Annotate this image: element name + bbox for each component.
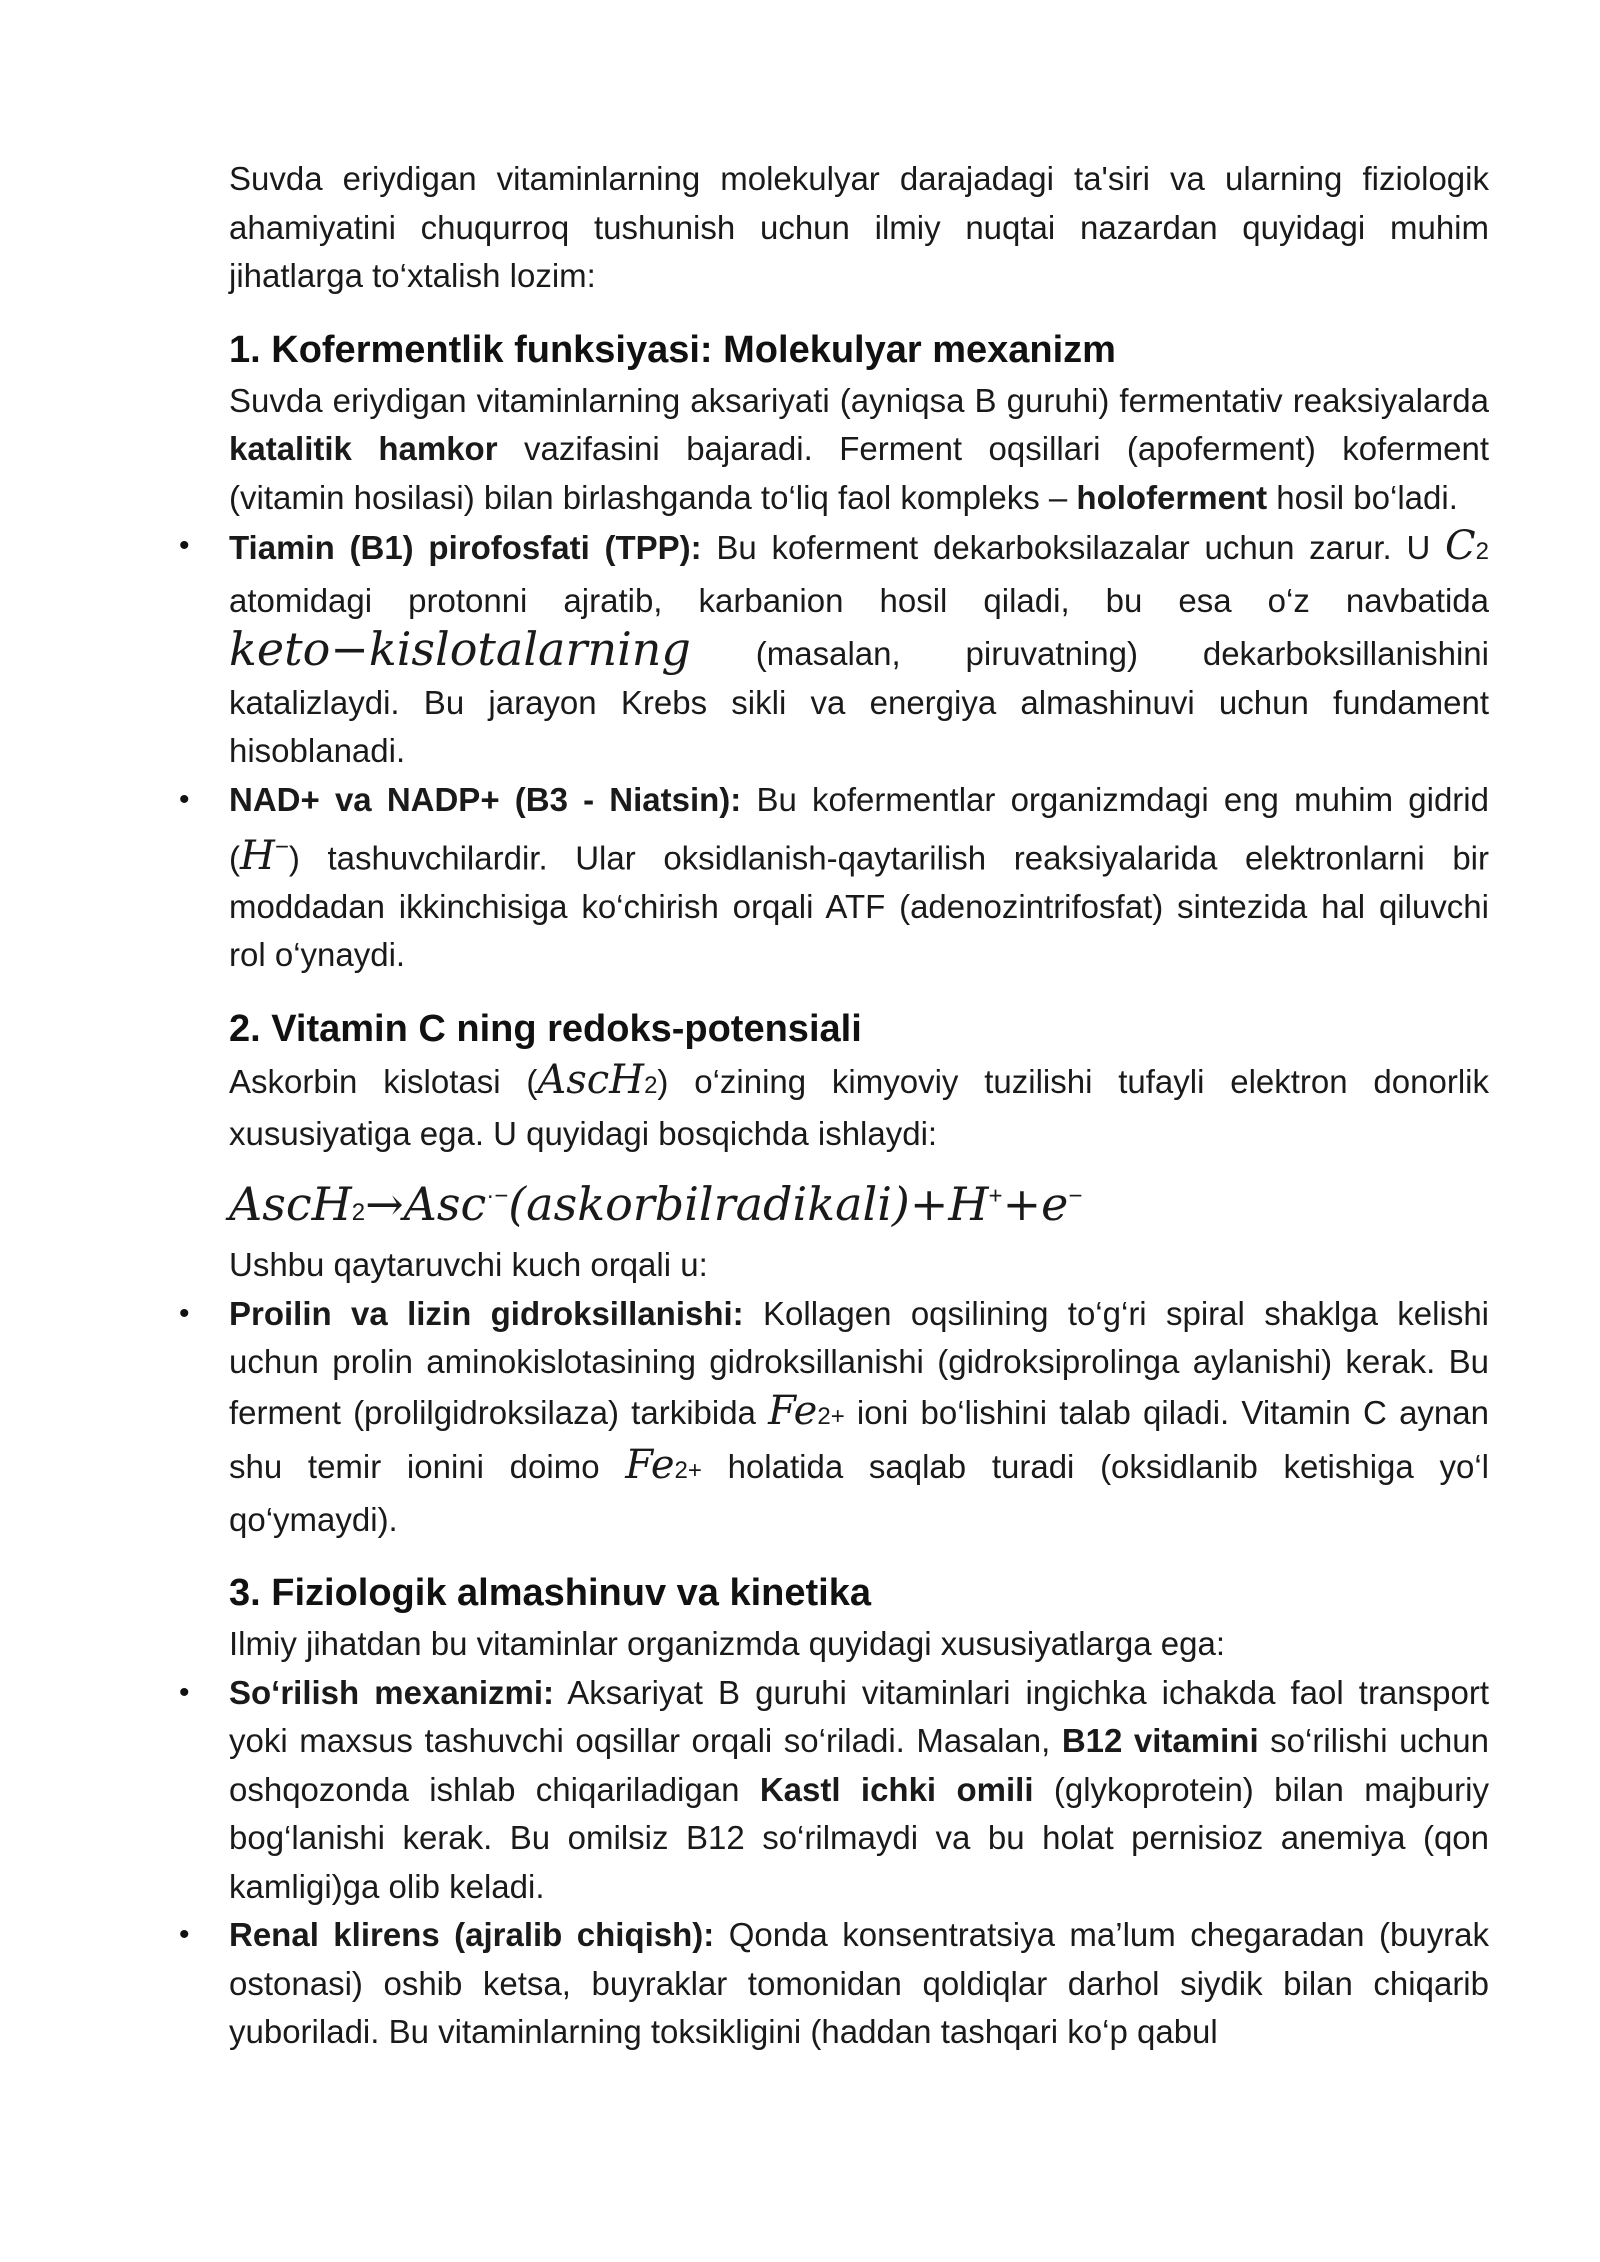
section-3-heading: 3. Fiziologik almashinuv va kinetika: [229, 1572, 871, 1615]
text-run: vazifasini bajaradi. Ferment oqsillari (apoferment) koferment (vitamin hosilasi) bilan birlashganda to‘liq faol kompleks –: [229, 430, 1489, 516]
text-run: Bu koferment dekarboksilazalar uchun zarur. U: [701, 529, 1446, 566]
math-subscript: 2: [1475, 538, 1489, 565]
section-2-paragraph: [229, 1056, 1489, 1159]
math-symbol: C: [1445, 523, 1476, 569]
math-formula: [537, 1057, 657, 1103]
text-run: holatida saqlab turadi (oksidlanib ketishiga yo‘l qo‘ymaydi).: [229, 1448, 1489, 1538]
redox-equation: [229, 1169, 1489, 1241]
list-item-nad: [229, 776, 1489, 980]
text-run: Qonda konsentratsiya ma’lum chegaradan (buyrak ostonasi) oshib ketsa, buyraklar tomonidan qoldiqlar darhol siydik bilan chiqarib yuboriladi. Bu vitaminlarning toksikligini (haddan tashqari ko‘p qabul: [229, 1916, 1489, 2051]
section-gap: [229, 1544, 1489, 1566]
list-item-renal: [229, 1911, 1489, 2057]
bullet-label: Renal klirens (ajralib chiqish):: [229, 1916, 715, 1954]
text-run: Aksariyat B guruhi vitaminlari ingichka ichakda faol transport yoki maxsus tashuvchi oqsillar orqali so‘riladi. Masalan,: [229, 1673, 1489, 1760]
bullet-label: NAD+ va NADP+ (B3 - Niatsin):: [229, 780, 742, 818]
text-run: ) tashuvchilardir. Ular oksidlanish-qaytarilish reaksiyalarida elektronlarni bir moddadan ikkinchisiga ko‘chirish orqali ATF (adenozintrifosfat) sintezida hal qiluvchi rol o‘ynaydi.: [229, 839, 1489, 974]
math-formula: [625, 1442, 702, 1488]
section-1-list: [229, 522, 1489, 980]
math-formula: [1445, 523, 1489, 569]
text-run: ) o‘zining kimyoviy tuzilishi tufayli elektron donorlik xususiyatiga ega. U quyidagi bosqichda ishlaydi:: [229, 1062, 1489, 1153]
math-formula: keto−kislotalarning: [229, 622, 691, 676]
list-item-proilin: [229, 1290, 1489, 1545]
math-symbol: (askorbilradikali)+H: [508, 1177, 989, 1232]
math-superscript: ·−: [486, 1182, 509, 1210]
bold-term: Kastl ichki omili: [759, 1770, 1034, 1808]
arrow-symbol: →: [365, 1177, 404, 1232]
text-run: Bu kofermentlar organizmdagi eng muhim gidrid (: [229, 780, 1489, 877]
math-superscript: −: [274, 834, 289, 861]
text-run: so‘rilishi uchun oshqozonda ishlab chiqariladigan: [229, 1722, 1489, 1808]
list-item-sorilish: [229, 1669, 1489, 1912]
text-run: ioni bo‘lishini talab qiladi. Vitamin C aynan shu temir ionini doimo: [229, 1393, 1489, 1486]
math-symbol: AscH: [537, 1056, 645, 1103]
math-symbol: AscH: [229, 1177, 352, 1232]
text-run: (masalan, piruvatning) dekarboksillanishini katalizlaydi. Bu jarayon Krebs sikli va energiya almashinuvi uchun fundament hisoblanadi.: [229, 635, 1489, 769]
math-superscript: 2+: [674, 1457, 702, 1485]
bold-term: B12 vitamini: [1061, 1722, 1259, 1760]
math-symbol: H: [240, 833, 275, 880]
text-run: (glykoprotein) bilan majburiy bog‘lanishi kerak. Bu omilsiz B12 so‘rilmaydi va bu holat pernisioz anemiya (qon kamligi)ga olib keladi.: [229, 1770, 1489, 1905]
text-run: hosil bo‘ladi.: [1267, 478, 1458, 516]
math-formula: [229, 1177, 1082, 1231]
math-symbol: Fe: [768, 1387, 818, 1434]
document-body: [229, 155, 1489, 2057]
bullet-label: Proilin va lizin gidroksillanishi:: [229, 1294, 744, 1332]
section-2-heading: 2. Vitamin C ning redoks-potensiali: [229, 1007, 862, 1050]
bold-term: holoferment: [1076, 478, 1268, 516]
math-formula: [240, 833, 289, 879]
text-run: Askorbin kislotasi (: [229, 1062, 538, 1100]
section-3-list: [229, 1669, 1489, 2057]
list-item-tiamin: [229, 522, 1489, 776]
section-2-lead: Ushbu qaytaruvchi kuch orqali u:: [229, 1246, 708, 1284]
section-3-lead: Ilmiy jihatdan bu vitaminlar organizmda quyidagi xususiyatlarga ega:: [229, 1625, 1226, 1663]
math-subscript: 2: [351, 1199, 366, 1227]
math-superscript: +: [988, 1182, 1003, 1210]
text-run: Suvda eriydigan vitaminlarning aksariyati (ayniqsa B guruhi) fermentativ reaksiyalarda: [229, 381, 1489, 419]
bullet-label: So‘rilish mexanizmi:: [229, 1673, 554, 1711]
text-run: Kollagen oqsilining to‘g‘ri spiral shaklga kelishi uchun prolin aminokislotasining gidroksillanishi (gidroksiprolinga aylanishi) kerak. Bu ferment (prolilgidroksilaza) tarkibida: [229, 1294, 1490, 1431]
text-run: atomidagi protonni ajratib, karbanion hosil qiladi, bu esa o‘z navbatida: [229, 581, 1489, 619]
math-superscript: 2+: [817, 1402, 845, 1430]
math-superscript: −: [1068, 1182, 1083, 1210]
math-symbol: +e: [1002, 1177, 1069, 1232]
math-symbol: Asc: [403, 1177, 487, 1232]
section-2-list: [229, 1290, 1489, 1545]
bold-term: katalitik hamkor: [229, 430, 498, 467]
bullet-label: Tiamin (B1) pirofosfati (TPP):: [229, 529, 702, 566]
section-gap: [229, 980, 1489, 1002]
section-1-paragraph: [229, 377, 1489, 523]
intro-paragraph: Suvda eriydigan vitaminlarning molekulyar darajadagi ta'siri va ularning fiziologik ahamiyatini chuqurroq tushunish uchun ilmiy nuqtai nazardan quyidagi muhim jihatlarga to‘xtalish lozim:: [229, 160, 1489, 294]
math-subscript: 2: [644, 1071, 658, 1099]
math-symbol: Fe: [625, 1442, 675, 1489]
math-formula: [768, 1388, 845, 1434]
section-1-heading: 1. Kofermentlik funksiyasi: Molekulyar mexanizm: [229, 328, 1116, 371]
